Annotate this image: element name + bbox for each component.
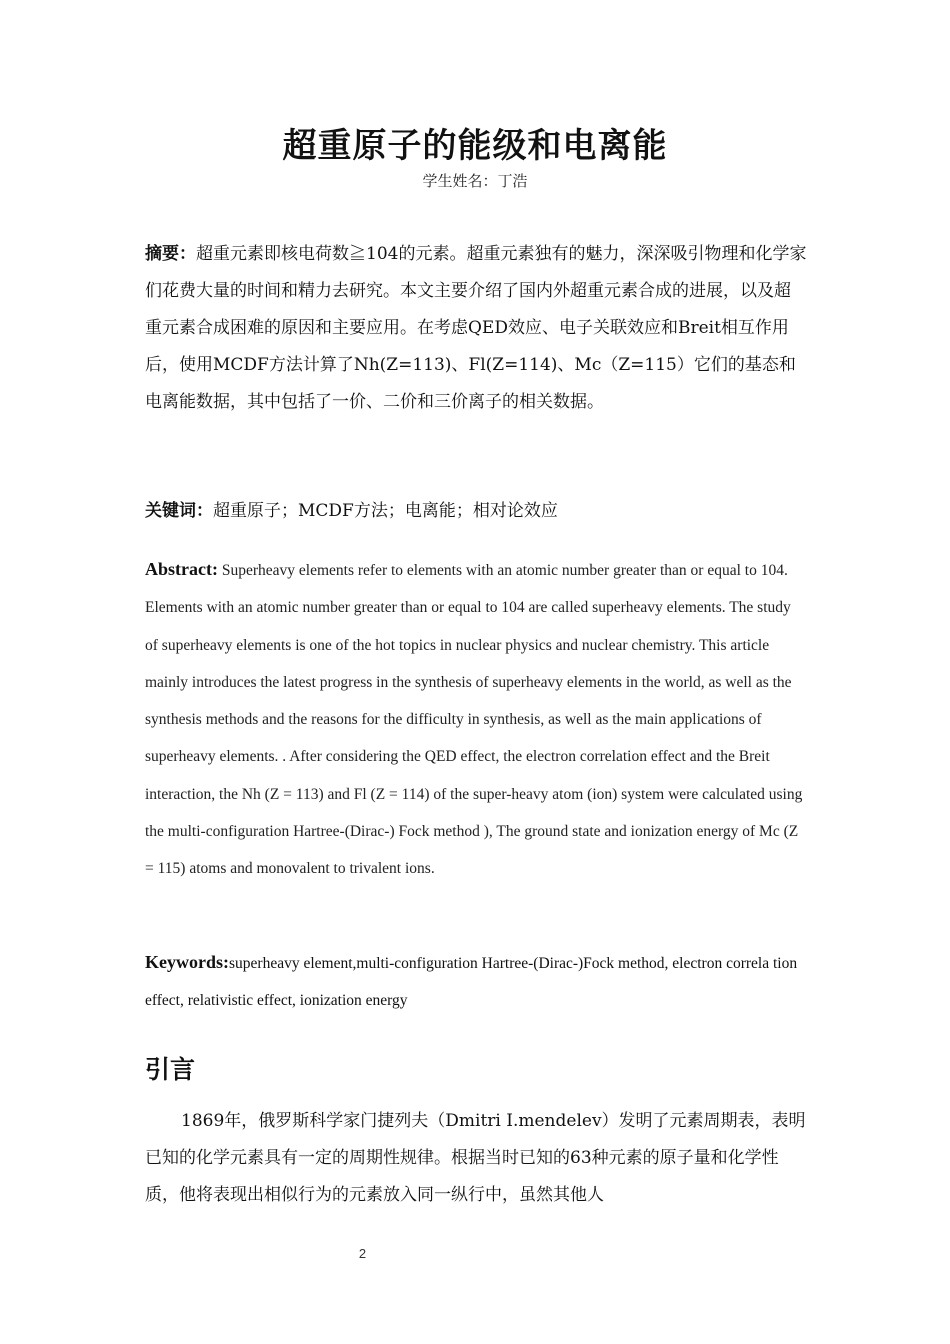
intro-paragraph: 1869年，俄罗斯科学家门捷列夫（Dmitri I.mendelev）发明了元素周期表，表明已知的化学元素具有一定的周期性规律。根据当时已知的63种元素的原子量和化学性质，他将表现出相似行为的元素放入同一纵行中，虽然其他人 <box>145 1111 806 1205</box>
keywords-en-label: Keywords: <box>145 952 229 972</box>
section-heading-intro: 引言 <box>145 1055 196 1084</box>
page-number: 2 <box>358 1246 367 1261</box>
abstract-en-text: Superheavy elements refer to elements with an atomic number greater than or equal to 104. Elements with an atomic number greater than or equal to 104 are called superheavy elements. The study of superheavy elements is one of the hot topics in nuclear physics and nuclear chemistry. This article mainly introduces the latest progress in the synthesis of superheavy elements in the world, as well as the synthesis methods and the reasons for the difficulty in synthesis, as well as the main applications of superheavy elements. . After considering the QED effect, the electron correlation effect and the Breit interaction, the Nh (Z = 113) and Fl (Z = 114) of the super-heavy atom (ion) system were calculated using the multi-configuration Hartree-(Dirac-) Fock method ), The ground state and ionization energy of Mc (Z = 115) atoms and monovalent to trivalent ions. <box>145 562 803 878</box>
abstract-cn-text: 超重元素即核电荷数≧104的元素。超重元素独有的魅力，深深吸引物理和化学家们花费大量的时间和精力去研究。本文主要介绍了国内外超重元素合成的进展，以及超重元素合成困难的原因和主要应用。在考虑QED效应、电子关联效应和Breit相互作用后，使用MCDF方法计算了Nh(Z=113)、Fl(Z=114)、Mc（Z=115）它们的基态和电离能数据，其中包括了一价、二价和三价离子的相关数据。 <box>145 244 807 412</box>
keywords-cn-label: 关键词： <box>145 501 213 521</box>
keywords-cn-text: 超重原子；MCDF方法；电离能；相对论效应 <box>213 501 558 521</box>
abstract-en-label: Abstract: <box>145 559 218 579</box>
page-title: 超重原子的能级和电离能 <box>282 126 668 166</box>
author-line: 学生姓名：丁浩 <box>422 172 528 190</box>
abstract-en <box>145 551 807 888</box>
keywords-cn <box>145 493 807 530</box>
abstract-cn-label: 摘要： <box>145 244 196 264</box>
keywords-en <box>145 944 807 1020</box>
abstract-cn <box>145 236 807 421</box>
keywords-en-text: superheavy element,multi-configuration Hartree-(Dirac-)Fock method, electron correla tion effect, relativistic effect, ionization energy <box>145 955 798 1010</box>
